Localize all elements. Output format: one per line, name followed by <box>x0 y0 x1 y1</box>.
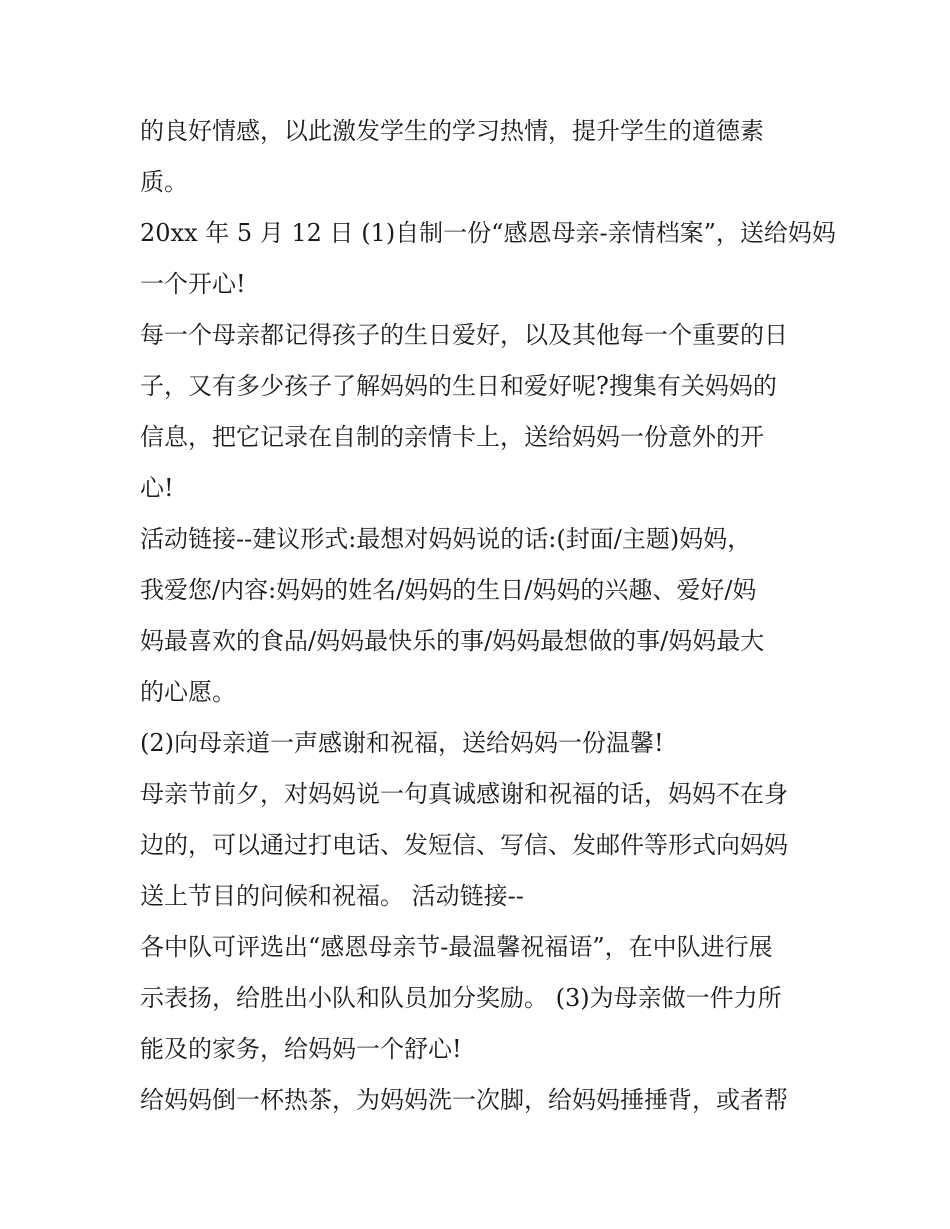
text-line: 能及的家务，给妈妈一个舒心! <box>140 1035 462 1063</box>
text-line: 示表扬，给胜出小队和队员加分奖励。 (3)为母亲做一件力所 <box>140 984 782 1012</box>
text-line: 的心愿。 <box>140 678 236 706</box>
text-line: 边的，可以通过打电话、发短信、写信、发邮件等形式向妈妈 <box>140 831 788 859</box>
text-line: 母亲节前夕，对妈妈说一句真诚感谢和祝福的话，妈妈不在身 <box>140 780 788 808</box>
text-line: 每一个母亲都记得孩子的生日爱好，以及其他每一个重要的日 <box>140 321 788 349</box>
text-line: 子，又有多少孩子了解妈妈的生日和爱好呢?搜集有关妈妈的 <box>140 372 777 400</box>
text-line: 我爱您/内容:妈妈的姓名/妈妈的生日/妈妈的兴趣、爱好/妈 <box>140 576 757 604</box>
text-line: 各中队可评选出“感恩母亲节-最温馨祝福语”，在中队进行展 <box>140 933 773 961</box>
text-line: 质。 <box>140 168 188 196</box>
text-line: (2)向母亲道一声感谢和祝福，送给妈妈一份温馨! <box>140 729 664 757</box>
text-line: 一个开心! <box>140 270 246 298</box>
text-line: 给妈妈倒一杯热茶，为妈妈洗一次脚，给妈妈捶捶背，或者帮 <box>140 1086 788 1114</box>
text-line: 活动链接--建议形式:最想对妈妈说的话:(封面/主题)妈妈， <box>140 525 752 553</box>
text-line: 信息，把它记录在自制的亲情卡上，送给妈妈一份意外的开 <box>140 423 764 451</box>
text-line: 的良好情感，以此激发学生的学习热情，提升学生的道德素 <box>140 117 764 145</box>
text-line: 妈最喜欢的食品/妈妈最快乐的事/妈妈最想做的事/妈妈最大 <box>140 627 765 655</box>
text-line: 送上节目的问候和祝福。 活动链接-- <box>140 882 524 910</box>
text-line: 20xx 年 5 月 12 日 (1)自制一份“感恩母亲-亲情档案”，送给妈妈 <box>140 219 836 247</box>
text-line: 心! <box>140 474 174 502</box>
document-body <box>140 106 836 1126</box>
